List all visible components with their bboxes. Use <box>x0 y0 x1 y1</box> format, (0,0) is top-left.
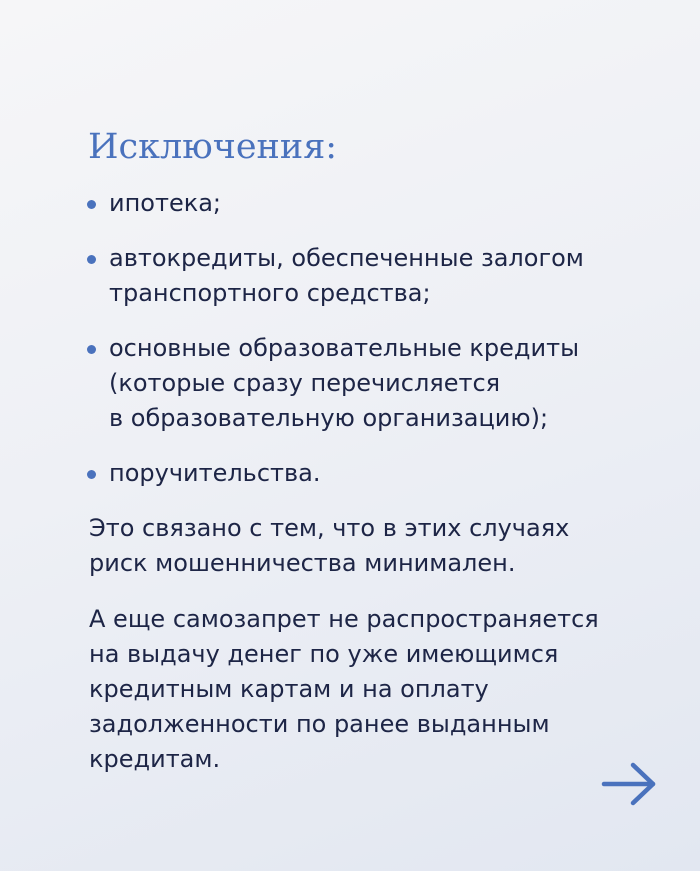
list-item <box>84 456 664 491</box>
paragraph-line: А еще самозапрет не распространяется <box>89 605 599 633</box>
paragraph-line: риск мошенничества минимален. <box>89 549 516 577</box>
list-item-line: ипотека; <box>109 189 222 217</box>
bullet-dot-icon <box>87 470 96 479</box>
list-item-line: (которые сразу перечисляется <box>109 369 501 397</box>
bullet-dot-icon <box>87 345 96 354</box>
paragraph-line: кредитам. <box>89 745 221 773</box>
paragraph-line: на выдачу денег по уже имеющимся <box>89 640 559 668</box>
exceptions-list <box>84 186 664 511</box>
paragraph-line: Это связано с тем, что в этих случаях <box>89 514 570 542</box>
paragraph-line: задолженности по ранее выданным <box>89 710 550 738</box>
page-title: Исключения: <box>88 127 338 167</box>
list-item <box>84 241 664 311</box>
arrow-right-icon[interactable] <box>600 761 658 807</box>
list-item-line: основные образовательные кредиты <box>109 334 580 362</box>
bullet-dot-icon <box>87 255 96 264</box>
list-item <box>84 331 664 436</box>
bullet-dot-icon <box>87 200 96 209</box>
additional-paragraph <box>89 602 599 777</box>
list-item-line: транспортного средства; <box>109 279 431 307</box>
list-item <box>84 186 664 221</box>
list-item-line: поручительства. <box>109 459 321 487</box>
explanation-paragraph <box>89 511 569 581</box>
list-item-line: в образовательную организацию); <box>109 404 549 432</box>
paragraph-line: кредитным картам и на оплату <box>89 675 489 703</box>
list-item-line: автокредиты, обеспеченные залогом <box>109 244 584 272</box>
